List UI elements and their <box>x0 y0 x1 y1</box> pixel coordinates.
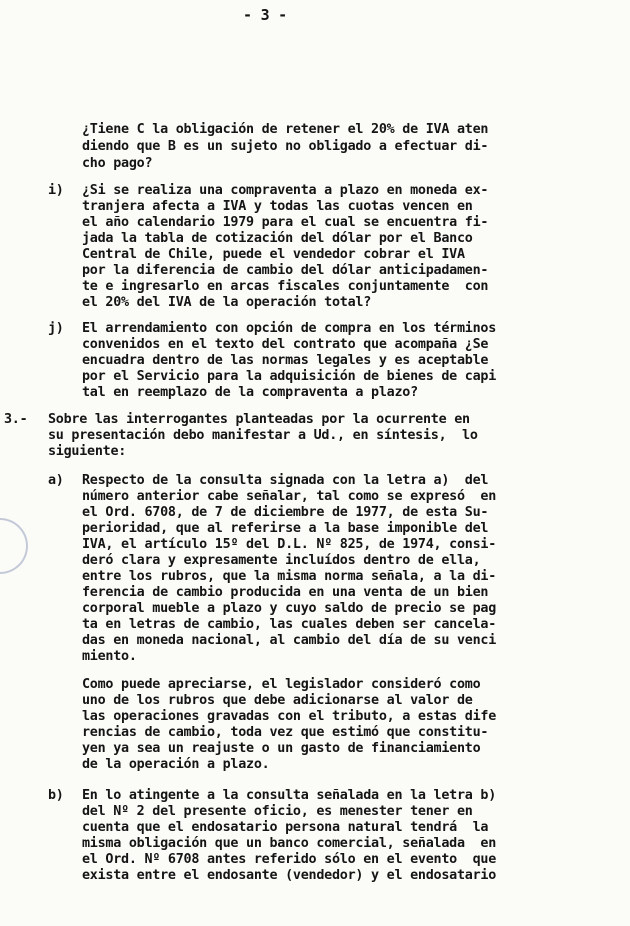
text-line: uno de los rubros que debe adicionarse al valor de <box>82 693 473 708</box>
text-line: deró clara y expresamente incluídos dentro de ella, <box>82 553 481 568</box>
text-line: el 20% del IVA de la operación total? <box>82 295 372 310</box>
text-line: por la diferencia de cambio del dólar anticipadamen- <box>82 263 489 278</box>
text-line: corporal mueble a plazo y cuyo saldo de precio se pag <box>82 601 497 616</box>
partial-stamp <box>0 518 28 574</box>
text-line: número anterior cabe señalar, tal como se expresó en <box>82 489 497 504</box>
item-marker: j) <box>48 321 64 336</box>
item-marker: b) <box>48 788 64 803</box>
text-line: ta en letras de cambio, las cuales deben ser cancela- <box>82 617 497 632</box>
text-line: encuadra dentro de las normas legales y es aceptable <box>82 353 489 368</box>
text-line: Como puede apreciarse, el legislador consideró como <box>82 677 481 692</box>
text-line: el año calendario 1979 para el cual se encuentra fi- <box>82 215 489 230</box>
text-line: por el Servicio para la adquisición de bienes de capi <box>82 369 497 384</box>
text-line: entre los rubros, que la misma norma señala, a la di- <box>82 569 497 584</box>
text-line: del Nº 2 del presente oficio, es menester tener en <box>82 804 473 819</box>
text-line: su presentación debo manifestar a Ud., en síntesis, lo <box>48 428 478 443</box>
text-line: te e ingresarlo en arcas fiscales conjuntamente con <box>82 279 489 294</box>
text-line: En lo atingente a la consulta señalada en la letra b) <box>82 788 497 803</box>
text-line: IVA, el artículo 15º del D.L. Nº 825, de 1974, consi- <box>82 537 497 552</box>
text-line: ¿Si se realiza una compraventa a plazo en moneda ex- <box>82 183 489 198</box>
text-line: el Ord. 6708, de 7 de diciembre de 1977, de esta Su- <box>82 505 489 520</box>
text-line: Respecto de la consulta signada con la letra a) del <box>82 473 489 488</box>
text-line: Central de Chile, puede el vendedor cobrar el IVA <box>82 247 465 262</box>
text-line: cuenta que el endosatario persona natural tendrá la <box>82 820 489 835</box>
text-line: El arrendamiento con opción de compra en los términos <box>82 321 497 336</box>
text-line: Sobre las interrogantes planteadas por la ocurrente en <box>48 412 470 427</box>
text-line: el Ord. Nº 6708 antes referido sólo en el evento que <box>82 852 497 867</box>
text-line: jada la tabla de cotización del dólar por el Banco <box>82 231 473 246</box>
text-line: exista entre el endosante (vendedor) y el endosatario <box>82 868 497 883</box>
text-line: ¿Tiene C la obligación de retener el 20% de IVA aten <box>82 122 489 137</box>
text-line: de la operación a plazo. <box>82 757 270 772</box>
text-line: perioridad, que al referirse a la base imponible del <box>82 521 489 536</box>
text-line: misma obligación que un banco comercial, señalada en <box>82 836 497 851</box>
text-line: rencias de cambio, toda vez que estimó que constitu- <box>82 725 489 740</box>
text-line: miento. <box>82 649 137 664</box>
text-line: diendo que B es un sujeto no obligado a efectuar di- <box>82 139 489 154</box>
page-number: - 3 - <box>243 6 287 24</box>
section-marker: 3.- <box>4 412 28 427</box>
text-line: cho pago? <box>82 156 153 171</box>
text-line: las operaciones gravadas con el tributo, a estas dife <box>82 709 497 724</box>
item-marker: a) <box>48 473 64 488</box>
text-line: tal en reemplazo de la compraventa a plazo? <box>82 385 418 400</box>
text-line: tranjera afecta a IVA y todas las cuotas vencen en <box>82 199 473 214</box>
text-line: yen ya sea un reajuste o un gasto de financiamiento <box>82 741 481 756</box>
text-line: ferencia de cambio producida en una venta de un bien <box>82 585 489 600</box>
text-line: das en moneda nacional, al cambio del día de su venci <box>82 633 497 648</box>
text-line: convenidos en el texto del contrato que acompaña ¿Se <box>82 337 489 352</box>
item-marker: i) <box>48 183 64 198</box>
text-line: siguiente: <box>48 444 127 459</box>
